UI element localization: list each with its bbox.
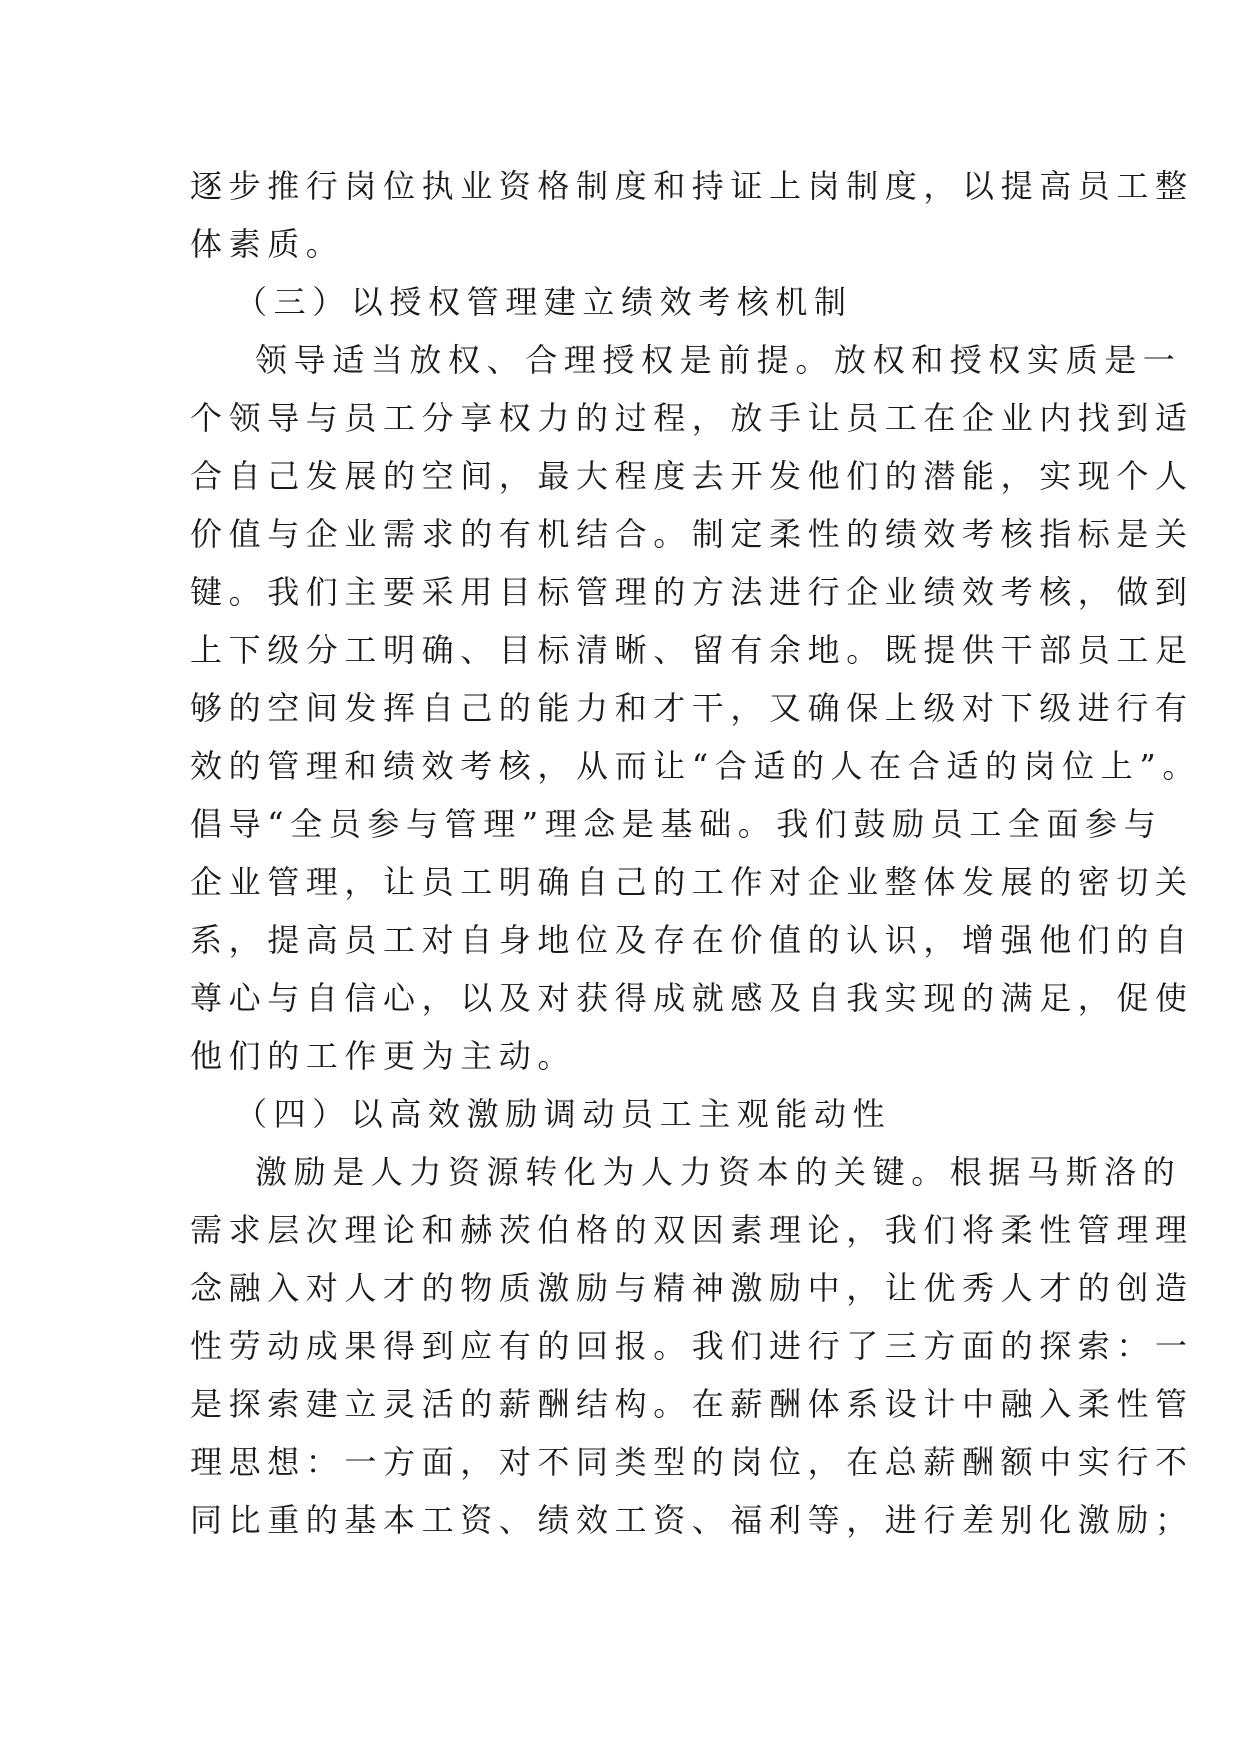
text-line-7: 价值与企业需求的有机结合。制定柔性的绩效考核指标是关 xyxy=(190,515,1194,553)
section-heading-4: （四）以高效激励调动员工主观能动性 xyxy=(235,1095,892,1133)
text-line-23: 理思想：一方面，对不同类型的岗位，在总薪酬额中实行不 xyxy=(190,1443,1194,1481)
text-line-2: 体素质。 xyxy=(190,225,345,263)
paragraph-start-line-4: 领导适当放权、合理授权是前提。放权和授权实质是一 xyxy=(255,341,1182,379)
text-line-10: 够的空间发挥自己的能力和才干，又确保上级对下级进行有 xyxy=(190,689,1194,727)
text-line-15: 尊心与自信心，以及对获得成就感及自我实现的满足，促使 xyxy=(190,979,1194,1017)
text-line-22: 是探索建立灵活的薪酬结构。在薪酬体系设计中融入柔性管 xyxy=(190,1385,1194,1423)
text-line-21: 性劳动成果得到应有的回报。我们进行了三方面的探索：一 xyxy=(190,1327,1194,1365)
text-line-19: 需求层次理论和赫茨伯格的双因素理论，我们将柔性管理理 xyxy=(190,1211,1194,1249)
text-line-11: 效的管理和绩效考核，从而让“合适的人在合适的岗位上”。 xyxy=(190,747,1201,785)
text-line-20: 念融入对人才的物质激励与精神激励中，让优秀人才的创造 xyxy=(190,1269,1194,1307)
text-line-8: 键。我们主要采用目标管理的方法进行企业绩效考核，做到 xyxy=(190,573,1194,611)
section-heading-3: （三）以授权管理建立绩效考核机制 xyxy=(235,283,853,321)
paragraph-start-line-18: 激励是人力资源转化为人力资本的关键。根据马斯洛的 xyxy=(255,1153,1182,1191)
text-line-5: 个领导与员工分享权力的过程，放手让员工在企业内找到适 xyxy=(190,399,1194,437)
text-line-12: 倡导“全员参与管理”理念是基础。我们鼓励员工全面参与 xyxy=(190,805,1163,843)
text-line-6: 合自己发展的空间，最大程度去开发他们的潜能，实现个人 xyxy=(190,457,1194,495)
text-line-24: 同比重的基本工资、绩效工资、福利等，进行差别化激励； xyxy=(190,1501,1194,1539)
text-line-9: 上下级分工明确、目标清晰、留有余地。既提供干部员工足 xyxy=(190,631,1194,669)
text-line-14: 系，提高员工对自身地位及存在价值的认识，增强他们的自 xyxy=(190,921,1194,959)
text-line-1: 逐步推行岗位执业资格制度和持证上岗制度，以提高员工整 xyxy=(190,167,1194,205)
text-line-16: 他们的工作更为主动。 xyxy=(190,1037,577,1075)
text-line-13: 企业管理，让员工明确自己的工作对企业整体发展的密切关 xyxy=(190,863,1194,901)
